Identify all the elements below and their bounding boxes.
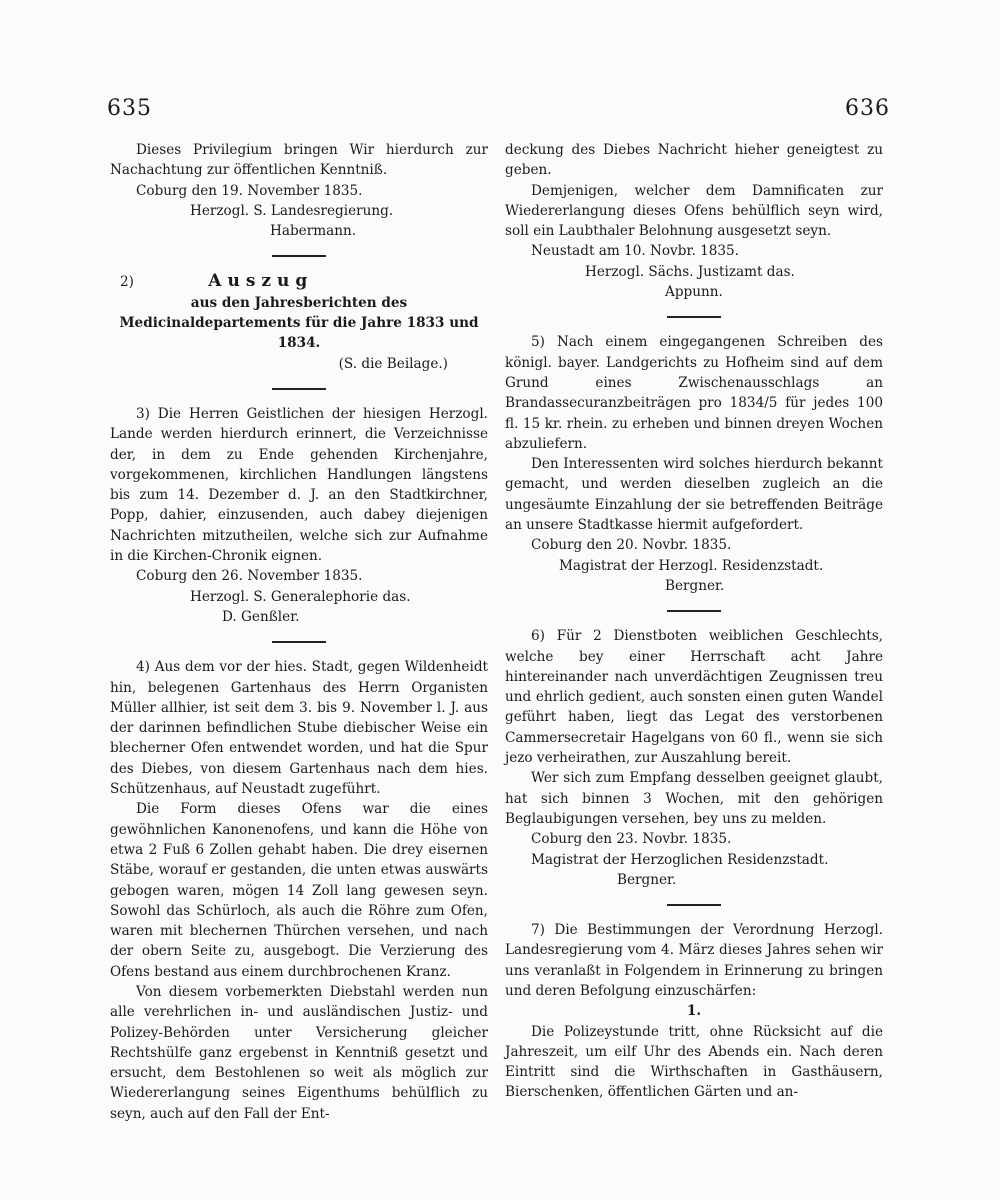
right-column — [505, 140, 883, 1103]
section-divider — [667, 610, 721, 612]
section-4-paragraph-3: Von diesem vorbemerkten Diebstahl werden nun alle verehrlichen in- und ausländischen Justiz- und Polizey-Behörden unter Versicherung gleicher Rechtshülfe ganz ergebenst in Kenntniß gesetzt und ersucht, dem Bestohlenen so weit als möglich zur Wiedererlangung seines Eigenthums behülflich zu seyn, auch auf den Fall der Ent- — [110, 983, 488, 1122]
section-2-note: (S. die Beilage.) — [338, 355, 448, 372]
section-6-paragraph-2: Wer sich zum Empfang desselben geeignet glaubt, hat sich binnen 3 Wochen, mit den gehörigen Beglaubigungen versehen, bey uns zu melden. — [505, 770, 883, 827]
page-number-right: 636 — [845, 96, 890, 121]
section-2-heading: Auszug — [208, 271, 314, 292]
section-6-place-date: Coburg den 23. Novbr. 1835. — [531, 831, 732, 848]
page-number-left: 635 — [107, 96, 152, 121]
section-4-signature: Appunn. — [665, 284, 723, 301]
privilege-notice: Dieses Privilegium bringen Wir hierdurch zur Nachachtung zur öffentlichen Kenntniß. — [110, 142, 488, 179]
section-5-authority: Magistrat der Herzogl. Residenzstadt. — [559, 557, 824, 574]
section-7-paragraph-1: 7) Die Bestimmungen der Verordnung Herzogl. Landesregierung vom 4. März dieses Jahres sehen wir uns veranlaßt in Folgendem in Erinnerung zu bringen und deren Befolgung einzuschärfen: — [505, 922, 883, 999]
privilege-authority: Herzogl. S. Landesregierung. — [190, 202, 394, 219]
section-4-authority: Herzogl. Sächs. Justizamt das. — [585, 263, 795, 280]
section-divider — [272, 641, 326, 643]
section-5-signature: Bergner. — [665, 577, 725, 594]
section-divider — [272, 255, 326, 257]
section-7-paragraph-2: Die Polizeystunde tritt, ohne Rücksicht auf die Jahreszeit, um eilf Uhr des Abends ein. Nach deren Eintritt sind die Wirthschaften in Gasthäusern, Bierschenken, öffentlichen Gärten und an- — [505, 1023, 883, 1101]
section-7-item-number: 1. — [686, 1003, 702, 1020]
section-divider — [667, 904, 721, 906]
section-4-place-date: Neustadt am 10. Novbr. 1835. — [531, 243, 740, 260]
section-4-continuation: deckung des Diebes Nachricht hieher geneigtest zu geben. — [505, 142, 883, 179]
left-column — [110, 140, 488, 1124]
section-5-paragraph-1: 5) Nach einem eingegangenen Schreiben des königl. bayer. Landgerichts zu Hofheim sind auf dem Grund eines Zwischenausschlags an Brandassecuranzbeiträgen pro 1834/5 für jedes 100 fl. 15 kr. rhein. zu erheben und binnen dreyen Wochen abzuliefern. — [505, 334, 883, 452]
section-6-paragraph-1: 6) Für 2 Dienstboten weiblichen Geschlechts, welche bey einer Herrschaft acht Jahre hintereinander nach unverdächtigen Zeugnissen treu und ehrlich gedient, auch sonsten einen guten Wandel geführt haben, liegt das Legat des verstorbenen Cammersecretair Hagelgans von 60 fl., wenn sie sich jezo verheirathen, zur Auszahlung bereit. — [505, 628, 883, 767]
section-3-place-date: Coburg den 26. November 1835. — [136, 568, 363, 585]
privilege-signature: Habermann. — [270, 223, 357, 240]
section-6-authority: Magistrat der Herzoglichen Residenzstadt. — [531, 851, 829, 868]
section-2-number: 2) — [120, 274, 134, 291]
section-3-body: 3) Die Herren Geistlichen der hiesigen Herzogl. Lande werden hierdurch erinnert, die Verzeichnisse der, in dem zu Ende gehenden Kirchenjahre, vorgekommenen, kirchlichen Handlungen längstens bis zum 14. Dezember d. J. an den Stadtkirchner, Popp, dahier, einzusenden, auch dabey diejenigen Nachrichten mitzutheilen, welche sich zur Aufnahme in die Kirchen-Chronik eignen. — [110, 405, 488, 565]
privilege-place-date: Coburg den 19. November 1835. — [136, 182, 363, 199]
section-divider — [667, 316, 721, 318]
section-6-signature: Bergner. — [617, 871, 677, 888]
section-divider — [272, 388, 326, 390]
section-2-subtitle: aus den Jahresberichten des Medicinaldepartements für die Jahre 1833 und 1834. — [119, 294, 479, 352]
section-3-signature: D. Genßler. — [222, 608, 300, 625]
section-5-place-date: Coburg den 20. Novbr. 1835. — [531, 537, 732, 554]
section-2-title — [110, 271, 488, 292]
section-5-paragraph-2: Den Interessenten wird solches hierdurch bekannt gemacht, und werden dieselben zugleich an die ungesäumte Einzahlung der sie betreffenden Beiträge an unsere Stadtkasse hiermit aufgefordert. — [505, 456, 883, 534]
section-4-reward: Demjenigen, welcher dem Damnificaten zur Wiedererlangung dieses Ofens behülflich seyn wird, soll ein Laubthaler Belohnung ausgesetzt seyn. — [505, 182, 883, 240]
section-3-authority: Herzogl. S. Generalephorie das. — [190, 588, 411, 605]
section-4-paragraph-1: 4) Aus dem vor der hies. Stadt, gegen Wildenheidt hin, belegenen Gartenhaus des Herrn Organisten Müller allhier, ist seit dem 3. bis 9. November l. J. aus der darinnen befindlichen Stube diebischer Weise ein blecherner Ofen entwendet worden, und hat die Spur des Diebes, von diesem Gartenhaus nach dem hies. Schützenhaus, auf Neustadt zugeführt. — [110, 659, 488, 798]
section-4-paragraph-2: Die Form dieses Ofens war die eines gewöhnlichen Kanonenofens, und kann die Höhe von etwa 2 Fuß 6 Zollen gehabt haben. Die drey eisernen Stäbe, worauf er gestanden, die unten etwas auswärts gebogen waren, mögen 14 Zoll lang gewesen seyn. Sowohl das Schürloch, als auch die Röhre zum Ofen, waren mit blechernen Thürchen versehen, und nach der obern Seite zu, ausgebogt. Die Verzierung des Ofens bestand aus einem durchbrochenen Kranz. — [110, 801, 488, 980]
